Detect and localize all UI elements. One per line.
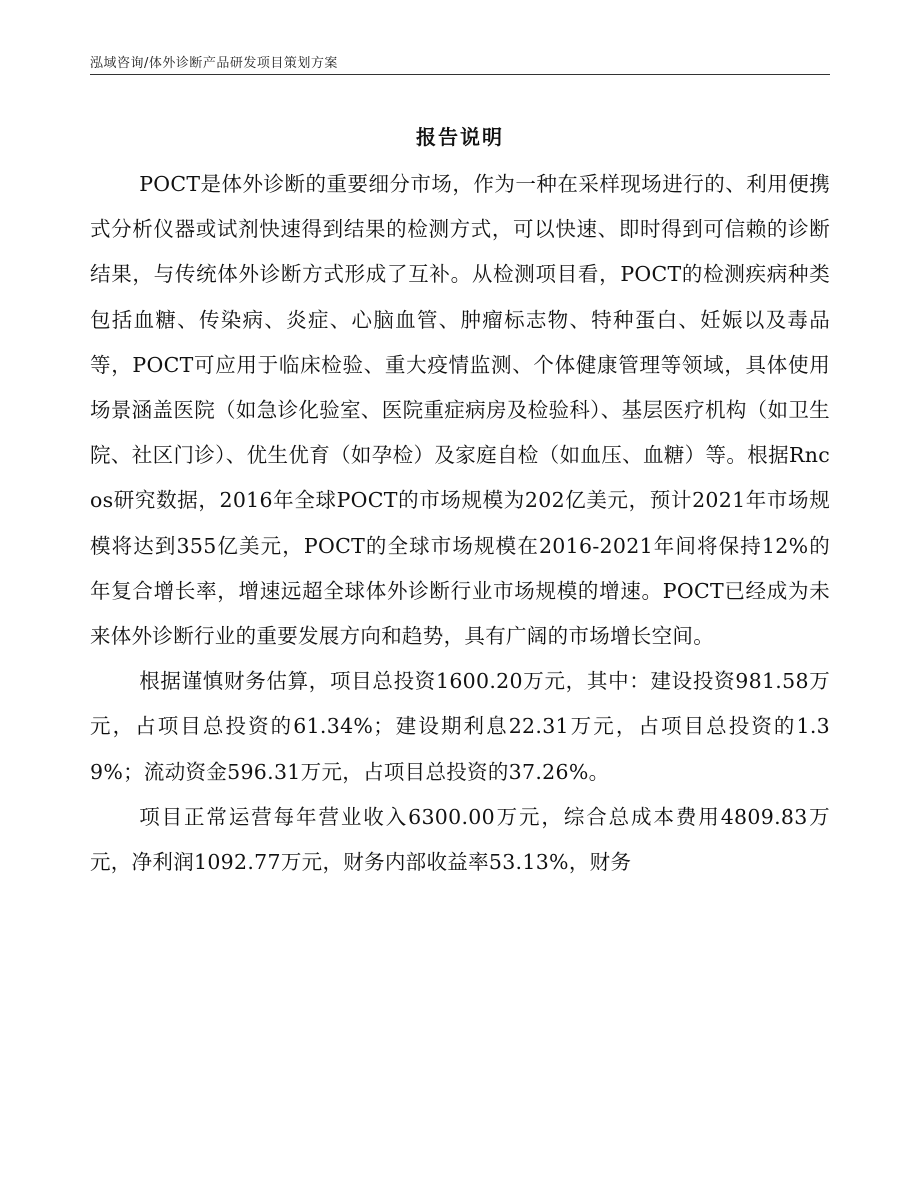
paragraph-investment: 根据谨慎财务估算，项目总投资1600.20万元，其中：建设投资981.58万元，占项目总投资的61.34%；建设期利息22.31万元，占项目总投资的1.39%；流动资金596.31万元，占项目总投资的37.26%。 <box>90 669 830 784</box>
paragraph-poct-market: POCT是体外诊断的重要细分市场，作为一种在采样现场进行的、利用便携式分析仪器或试剂快速得到结果的检测方式，可以快速、即时得到可信赖的诊断结果，与传统体外诊断方式形成了互补。从检测项目看，POCT的检测疾病种类包括血糖、传染病、炎症、心脑血管、肿瘤标志物、特种蛋白、妊娠以及毒品等，POCT可应用于临床检验、重大疫情监测、个体健康管理等领域，具体使用场景涵盖医院（如急诊化验室、医院重症病房及检验科）、基层医疗机构（如卫生院、社区门诊）、优生优育（如孕检）及家庭自检（如血压、血糖）等。根据Rncos研究数据，2016年全球POCT的市场规模为202亿美元，预计2021年市场规模将达到355亿美元，POCT的全球市场规模在2016-2021年间将保持12%的年复合增长率，增速远超全球体外诊断行业市场规模的增速。POCT已经成为未来体外诊断行业的重要发展方向和趋势，具有广阔的市场增长空间。 <box>90 172 830 649</box>
paragraph-revenue: 项目正常运营每年营业收入6300.00万元，综合总成本费用4809.83万元，净利润1092.77万元，财务内部收益率53.13%，财务 <box>90 804 830 875</box>
running-header: 泓域咨询/体外诊断产品研发项目策划方案 <box>90 56 338 71</box>
report-body <box>90 162 830 885</box>
section-title: 报告说明 <box>416 125 504 149</box>
header-divider <box>90 74 830 75</box>
